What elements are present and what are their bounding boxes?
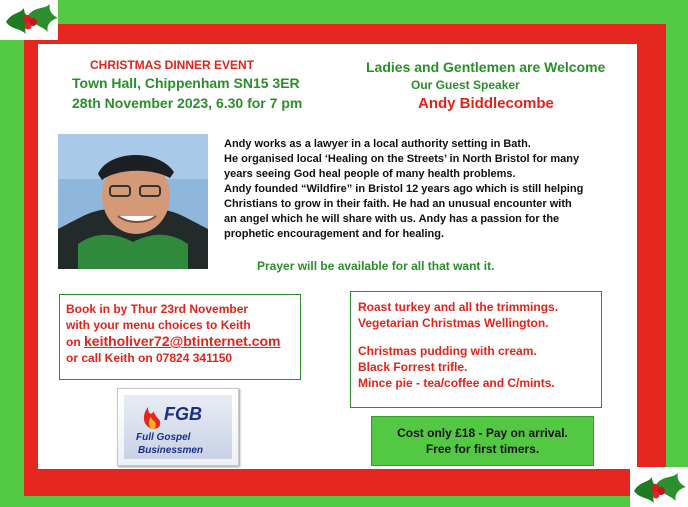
bio-line: years seeing God heal people of many health problems. <box>224 168 516 180</box>
bio-line: an angel which he will share with us. Andy has a passion for the <box>224 213 560 225</box>
bio-line: prophetic encouragement and for healing. <box>224 228 445 240</box>
menu-box <box>350 291 602 408</box>
event-heading: CHRISTMAS DINNER EVENT <box>90 58 255 72</box>
holly-icon <box>0 0 58 40</box>
speaker-photo <box>58 134 208 269</box>
bio-line: Andy works as a lawyer in a local authority setting in Bath. <box>224 138 531 150</box>
cost-line: Cost only £18 - Pay on arrival. <box>397 426 568 440</box>
menu-item: Christmas pudding with cream. <box>358 344 537 358</box>
menu-item: Roast turkey and all the trimmings. <box>358 300 559 314</box>
cost-box <box>371 416 594 466</box>
email-link[interactable]: keitholiver72@btinternet.com <box>84 333 281 349</box>
fgb-logo <box>117 388 239 466</box>
event-venue: Town Hall, Chippenham SN15 3ER <box>72 75 300 91</box>
booking-email-line <box>66 333 294 350</box>
bio-line: He organised local ‘Healing on the Streets’ in North Bristol for many <box>224 153 580 165</box>
prayer-note: Prayer will be available for all that want it. <box>257 259 495 273</box>
bio-line: Christians to grow in their faith. He had an unusual encounter with <box>224 198 572 210</box>
event-date-time: 28th November 2023, 6.30 for 7 pm <box>72 95 303 111</box>
logo-panel <box>124 395 232 459</box>
menu-item: Vegetarian Christmas Wellington. <box>358 316 549 330</box>
bio-line: Andy founded “Wildfire” in Bristol 12 years ago which is still helping <box>224 183 584 195</box>
logo-line: Businessmen <box>138 445 204 456</box>
logo-line: Full Gospel <box>136 432 191 443</box>
guest-speaker-label: Our Guest Speaker <box>411 78 520 92</box>
menu-item: Mince pie - tea/coffee and C/mints. <box>358 376 555 390</box>
booking-on: on <box>66 335 84 349</box>
booking-line: with your menu choices to Keith <box>66 318 251 332</box>
welcome-text: Ladies and Gentlemen are Welcome <box>366 59 606 75</box>
booking-box <box>59 294 301 380</box>
cost-line: Free for first timers. <box>425 442 540 456</box>
logo-abbr: FGB <box>164 404 202 424</box>
booking-line: Book in by Thur 23rd November <box>66 302 249 316</box>
speaker-bio <box>224 137 624 242</box>
speaker-name: Andy Biddlecombe <box>418 95 554 112</box>
holly-icon <box>630 467 688 507</box>
booking-phone: or call Keith on 07824 341150 <box>66 351 233 365</box>
menu-item: Black Forrest trifle. <box>358 360 468 374</box>
flame-icon <box>140 401 164 431</box>
